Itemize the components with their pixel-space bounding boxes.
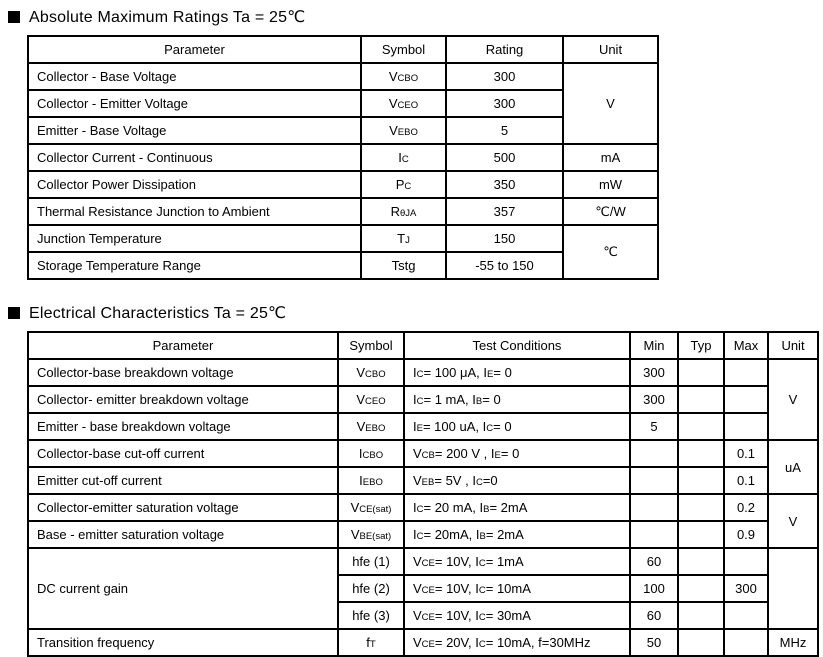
cell-max bbox=[724, 359, 768, 386]
cell-min: 5 bbox=[630, 413, 678, 440]
table-row bbox=[28, 494, 818, 521]
cell-conditions: IE= 100 uA, IC= 0 bbox=[404, 413, 630, 440]
cell-symbol: VCBO bbox=[338, 359, 404, 386]
col-header-min: Min bbox=[630, 332, 678, 359]
table-row bbox=[28, 521, 818, 548]
cell-parameter: Collector-emitter saturation voltage bbox=[28, 494, 338, 521]
cell-symbol: IC bbox=[361, 144, 446, 171]
cell-rating: 300 bbox=[446, 90, 563, 117]
cell-symbol: hfe (2) bbox=[338, 575, 404, 602]
cell-typ bbox=[678, 467, 724, 494]
cell-max bbox=[724, 602, 768, 629]
cell-symbol: hfe (3) bbox=[338, 602, 404, 629]
cell-max: 0.9 bbox=[724, 521, 768, 548]
cell-min: 100 bbox=[630, 575, 678, 602]
cell-symbol: Tstg bbox=[361, 252, 446, 279]
cell-typ bbox=[678, 359, 724, 386]
col-header-conditions: Test Conditions bbox=[404, 332, 630, 359]
cell-unit: V bbox=[768, 494, 818, 548]
cell-conditions: VCE= 10V, IC= 10mA bbox=[404, 575, 630, 602]
cell-parameter: Collector - Base Voltage bbox=[28, 63, 361, 90]
cell-unit: V bbox=[768, 359, 818, 440]
table-row bbox=[28, 440, 818, 467]
table-header-row bbox=[28, 332, 818, 359]
cell-parameter: DC current gain bbox=[28, 548, 338, 629]
cell-conditions: IC= 1 mA, IB= 0 bbox=[404, 386, 630, 413]
cell-conditions: VCE= 20V, IC= 10mA, f=30MHz bbox=[404, 629, 630, 656]
cell-max: 0.2 bbox=[724, 494, 768, 521]
table-row bbox=[28, 359, 818, 386]
table-row bbox=[28, 629, 818, 656]
cell-typ bbox=[678, 575, 724, 602]
cell-unit: V bbox=[563, 63, 658, 144]
cell-max: 0.1 bbox=[724, 467, 768, 494]
cell-parameter: Collector Power Dissipation bbox=[28, 171, 361, 198]
cell-symbol: ICBO bbox=[338, 440, 404, 467]
cell-symbol: TJ bbox=[361, 225, 446, 252]
table-row bbox=[28, 467, 818, 494]
cell-parameter: Collector Current - Continuous bbox=[28, 144, 361, 171]
cell-max bbox=[724, 629, 768, 656]
cell-conditions: VCE= 10V, IC= 30mA bbox=[404, 602, 630, 629]
cell-symbol: VBE(sat) bbox=[338, 521, 404, 548]
section-marker-icon bbox=[8, 11, 20, 23]
col-header-typ: Typ bbox=[678, 332, 724, 359]
col-header-unit: Unit bbox=[563, 36, 658, 63]
cell-rating: 5 bbox=[446, 117, 563, 144]
cell-min bbox=[630, 521, 678, 548]
cell-parameter: Transition frequency bbox=[28, 629, 338, 656]
cell-symbol: PC bbox=[361, 171, 446, 198]
cell-unit bbox=[768, 548, 818, 629]
cell-parameter: Thermal Resistance Junction to Ambient bbox=[28, 198, 361, 225]
cell-unit: mA bbox=[563, 144, 658, 171]
cell-unit: ℃/W bbox=[563, 198, 658, 225]
cell-parameter: Collector- emitter breakdown voltage bbox=[28, 386, 338, 413]
cell-rating: -55 to 150 bbox=[446, 252, 563, 279]
cell-parameter: Emitter - base breakdown voltage bbox=[28, 413, 338, 440]
table-row bbox=[28, 198, 658, 225]
cell-parameter: Emitter - Base Voltage bbox=[28, 117, 361, 144]
cell-rating: 150 bbox=[446, 225, 563, 252]
cell-conditions: IC= 100 μA, IE= 0 bbox=[404, 359, 630, 386]
cell-max: 300 bbox=[724, 575, 768, 602]
cell-parameter: Collector-base cut-off current bbox=[28, 440, 338, 467]
cell-symbol: VCE(sat) bbox=[338, 494, 404, 521]
cell-max: 0.1 bbox=[724, 440, 768, 467]
cell-typ bbox=[678, 413, 724, 440]
cell-symbol: RθJA bbox=[361, 198, 446, 225]
elec-section-title bbox=[8, 296, 823, 324]
table-row bbox=[28, 413, 818, 440]
cell-unit: MHz bbox=[768, 629, 818, 656]
cell-conditions: VCB= 200 V , IE= 0 bbox=[404, 440, 630, 467]
cell-unit: ℃ bbox=[563, 225, 658, 279]
table-row bbox=[28, 386, 818, 413]
table-row bbox=[28, 171, 658, 198]
cell-parameter: Collector-base breakdown voltage bbox=[28, 359, 338, 386]
cell-min: 60 bbox=[630, 602, 678, 629]
cell-symbol: VCEO bbox=[361, 90, 446, 117]
cell-typ bbox=[678, 548, 724, 575]
cell-rating: 357 bbox=[446, 198, 563, 225]
cell-rating: 500 bbox=[446, 144, 563, 171]
cell-max bbox=[724, 548, 768, 575]
cell-conditions: IC= 20mA, IB= 2mA bbox=[404, 521, 630, 548]
elec-table bbox=[27, 331, 819, 657]
cell-parameter: Junction Temperature bbox=[28, 225, 361, 252]
cell-symbol: VCBO bbox=[361, 63, 446, 90]
col-header-rating: Rating bbox=[446, 36, 563, 63]
cell-symbol: IEBO bbox=[338, 467, 404, 494]
cell-parameter: Emitter cut-off current bbox=[28, 467, 338, 494]
elec-title-text: Electrical Characteristics Ta = 25℃ bbox=[29, 305, 287, 322]
cell-parameter: Collector - Emitter Voltage bbox=[28, 90, 361, 117]
col-header-parameter: Parameter bbox=[28, 36, 361, 63]
cell-max bbox=[724, 386, 768, 413]
section-gap bbox=[0, 280, 823, 296]
cell-max bbox=[724, 413, 768, 440]
cell-rating: 350 bbox=[446, 171, 563, 198]
cell-symbol: VCEO bbox=[338, 386, 404, 413]
cell-typ bbox=[678, 386, 724, 413]
cell-min: 60 bbox=[630, 548, 678, 575]
cell-parameter: Base - emitter saturation voltage bbox=[28, 521, 338, 548]
col-header-unit: Unit bbox=[768, 332, 818, 359]
cell-min: 300 bbox=[630, 386, 678, 413]
cell-unit: mW bbox=[563, 171, 658, 198]
cell-min bbox=[630, 440, 678, 467]
abs-max-title-text: Absolute Maximum Ratings Ta = 25℃ bbox=[29, 9, 306, 26]
abs-max-section-title bbox=[8, 0, 823, 28]
cell-min: 300 bbox=[630, 359, 678, 386]
table-row bbox=[28, 225, 658, 252]
cell-typ bbox=[678, 494, 724, 521]
cell-symbol: hfe (1) bbox=[338, 548, 404, 575]
cell-symbol: VEBO bbox=[361, 117, 446, 144]
cell-typ bbox=[678, 629, 724, 656]
cell-parameter: Storage Temperature Range bbox=[28, 252, 361, 279]
cell-typ bbox=[678, 602, 724, 629]
cell-typ bbox=[678, 440, 724, 467]
cell-conditions: VEB= 5V , IC=0 bbox=[404, 467, 630, 494]
table-row bbox=[28, 144, 658, 171]
cell-unit: uA bbox=[768, 440, 818, 494]
table-header-row bbox=[28, 36, 658, 63]
col-header-symbol: Symbol bbox=[338, 332, 404, 359]
cell-symbol: VEBO bbox=[338, 413, 404, 440]
col-header-parameter: Parameter bbox=[28, 332, 338, 359]
cell-typ bbox=[678, 521, 724, 548]
cell-min bbox=[630, 494, 678, 521]
section-marker-icon bbox=[8, 307, 20, 319]
cell-conditions: VCE= 10V, IC= 1mA bbox=[404, 548, 630, 575]
cell-symbol: fT bbox=[338, 629, 404, 656]
cell-rating: 300 bbox=[446, 63, 563, 90]
cell-min: 50 bbox=[630, 629, 678, 656]
cell-min bbox=[630, 467, 678, 494]
col-header-max: Max bbox=[724, 332, 768, 359]
table-row bbox=[28, 548, 818, 575]
table-row bbox=[28, 63, 658, 90]
col-header-symbol: Symbol bbox=[361, 36, 446, 63]
cell-conditions: IC= 20 mA, IB= 2mA bbox=[404, 494, 630, 521]
abs-max-table bbox=[27, 35, 659, 280]
